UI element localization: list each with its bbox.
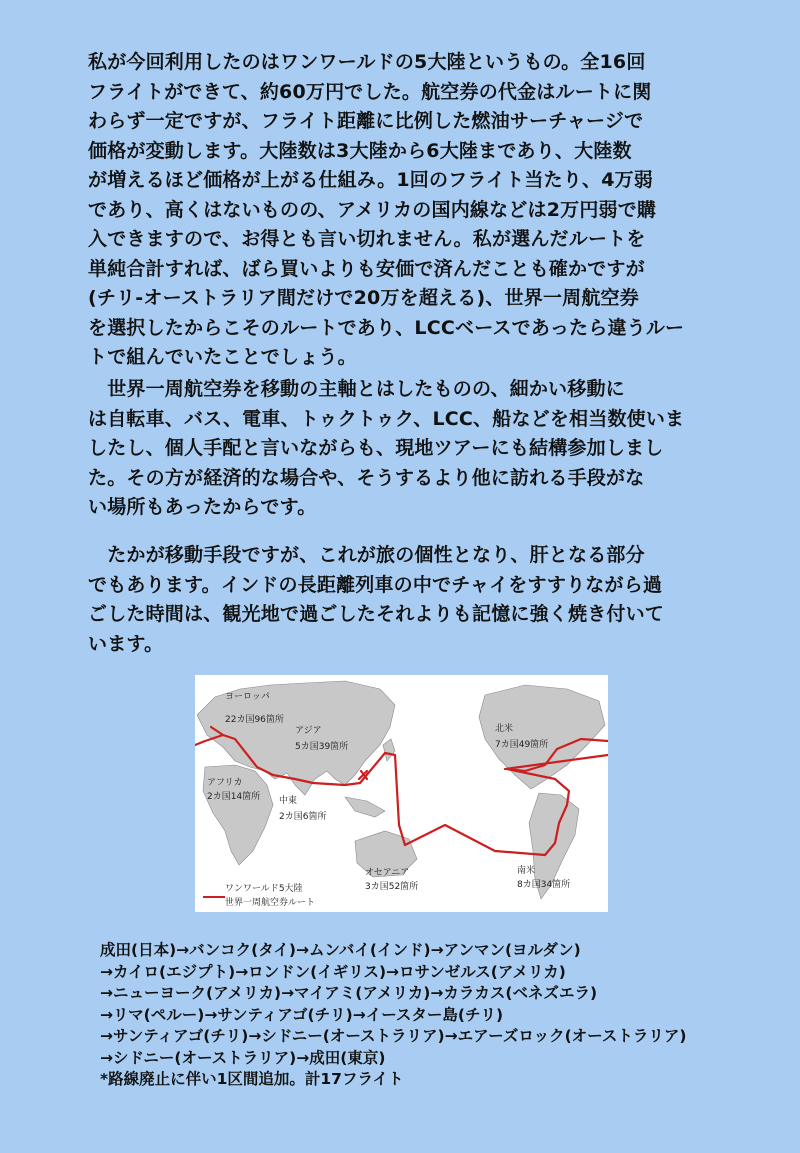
paragraph-1 bbox=[88, 48, 728, 373]
paragraph-2 bbox=[88, 375, 728, 523]
text-line: フライトができて、約60万円でした。航空券の代金はルートに関 bbox=[88, 80, 652, 103]
text-line: 私が今回利用したのはワンワールドの5大陸というもの。全16回 bbox=[88, 51, 646, 73]
text-line: が増えるほど価格が上がる仕組み。1回のフライト当たり、4万弱 bbox=[88, 169, 654, 191]
text-line: トで組んでいたことでしょう。 bbox=[88, 346, 357, 368]
text-line: たかが移動手段ですが、これが旅の個性となり、肝となる部分 bbox=[88, 544, 645, 566]
text-line: わらず一定ですが、フライト距離に比例した燃油サーチャージで bbox=[88, 110, 644, 132]
route-note: *路線廃止に伴い1区間追加。計17フライト bbox=[100, 1070, 404, 1088]
region-africa-count: 2カ国14箇所 bbox=[207, 792, 261, 802]
paragraph-3 bbox=[88, 541, 728, 659]
text-line: であり、高くはないものの、アメリカの国内線などは2万円弱で購 bbox=[88, 198, 657, 221]
region-me-name: 中東 bbox=[279, 796, 298, 806]
legend-line-1: ワンワールド5大陸 bbox=[225, 884, 303, 894]
region-europe-count: 22カ国96箇所 bbox=[225, 715, 284, 725]
region-me-count: 2カ国6箇所 bbox=[279, 812, 327, 822]
text-line: 世界一周航空券を移動の主軸とはしたものの、細かい移動に bbox=[88, 378, 625, 400]
text-line: (チリ-オーストラリア間だけで20万を超える)、世界一周航空券 bbox=[88, 287, 639, 309]
region-africa-name: アフリカ bbox=[207, 778, 243, 788]
route-line: →カイロ(エジプト)→ロンドン(イギリス)→ロサンゼルス(アメリカ) bbox=[100, 962, 566, 981]
text-line: したし、個人手配と言いながらも、現地ツアーにも結構参加しまし bbox=[88, 437, 664, 459]
text-line: でもあります。インドの長距離列車の中でチャイをすすりながら過 bbox=[88, 573, 663, 596]
text-line: 単純合計すれば、ばら買いよりも安価で済んだことも確かですが bbox=[88, 257, 645, 280]
world-route-map bbox=[195, 675, 608, 912]
route-list bbox=[100, 940, 760, 1091]
route-line: 成田(日本)→バンコク(タイ)→ムンバイ(インド)→アンマン(ヨルダン) bbox=[100, 941, 581, 959]
route-line: →リマ(ペルー)→サンティアゴ(チリ)→イースター島(チリ) bbox=[100, 1005, 504, 1024]
region-europe-name: ヨーロッパ bbox=[225, 692, 270, 702]
text-line: います。 bbox=[88, 632, 164, 655]
route-line: →サンティアゴ(チリ)→シドニー(オーストラリア)→エアーズロック(オーストラリア) bbox=[100, 1027, 687, 1045]
text-line: は自転車、バス、電車、トゥクトゥク、LCC、船などを相当数使いま bbox=[88, 407, 685, 430]
route-line: →シドニー(オーストラリア)→成田(東京) bbox=[100, 1048, 386, 1067]
text-line: 入できますので、お得とも言い切れません。私が選んだルートを bbox=[88, 228, 646, 250]
region-sa-count: 8カ国34箇所 bbox=[517, 880, 571, 890]
legend-line-2: 世界一周航空券ルート bbox=[225, 898, 316, 908]
text-line: を選択したからこそのルートであり、LCCベースであったら違うルー bbox=[88, 316, 685, 339]
world-map-svg bbox=[195, 675, 608, 912]
region-sa-name: 南米 bbox=[517, 866, 536, 876]
region-oceania-name: オセアニア bbox=[365, 868, 410, 878]
text-line: 価格が変動します。大陸数は3大陸から6大陸まであり、大陸数 bbox=[88, 139, 632, 162]
text-line: ごした時間は、観光地で過ごしたそれよりも記憶に強く焼き付いて bbox=[88, 603, 665, 625]
text-line: い場所もあったからです。 bbox=[88, 496, 317, 518]
region-na-name: 北米 bbox=[495, 724, 514, 734]
region-asia-count: 5カ国39箇所 bbox=[295, 742, 349, 752]
region-oceania-count: 3カ国52箇所 bbox=[365, 882, 419, 892]
region-na-count: 7カ国49箇所 bbox=[495, 740, 549, 750]
text-line: た。その方が経済的な場合や、そうするより他に訪れる手段がな bbox=[88, 466, 645, 489]
route-line: →ニューヨーク(アメリカ)→マイアミ(アメリカ)→カラカス(ベネズエラ) bbox=[100, 984, 598, 1002]
region-asia-name: アジア bbox=[295, 726, 322, 736]
